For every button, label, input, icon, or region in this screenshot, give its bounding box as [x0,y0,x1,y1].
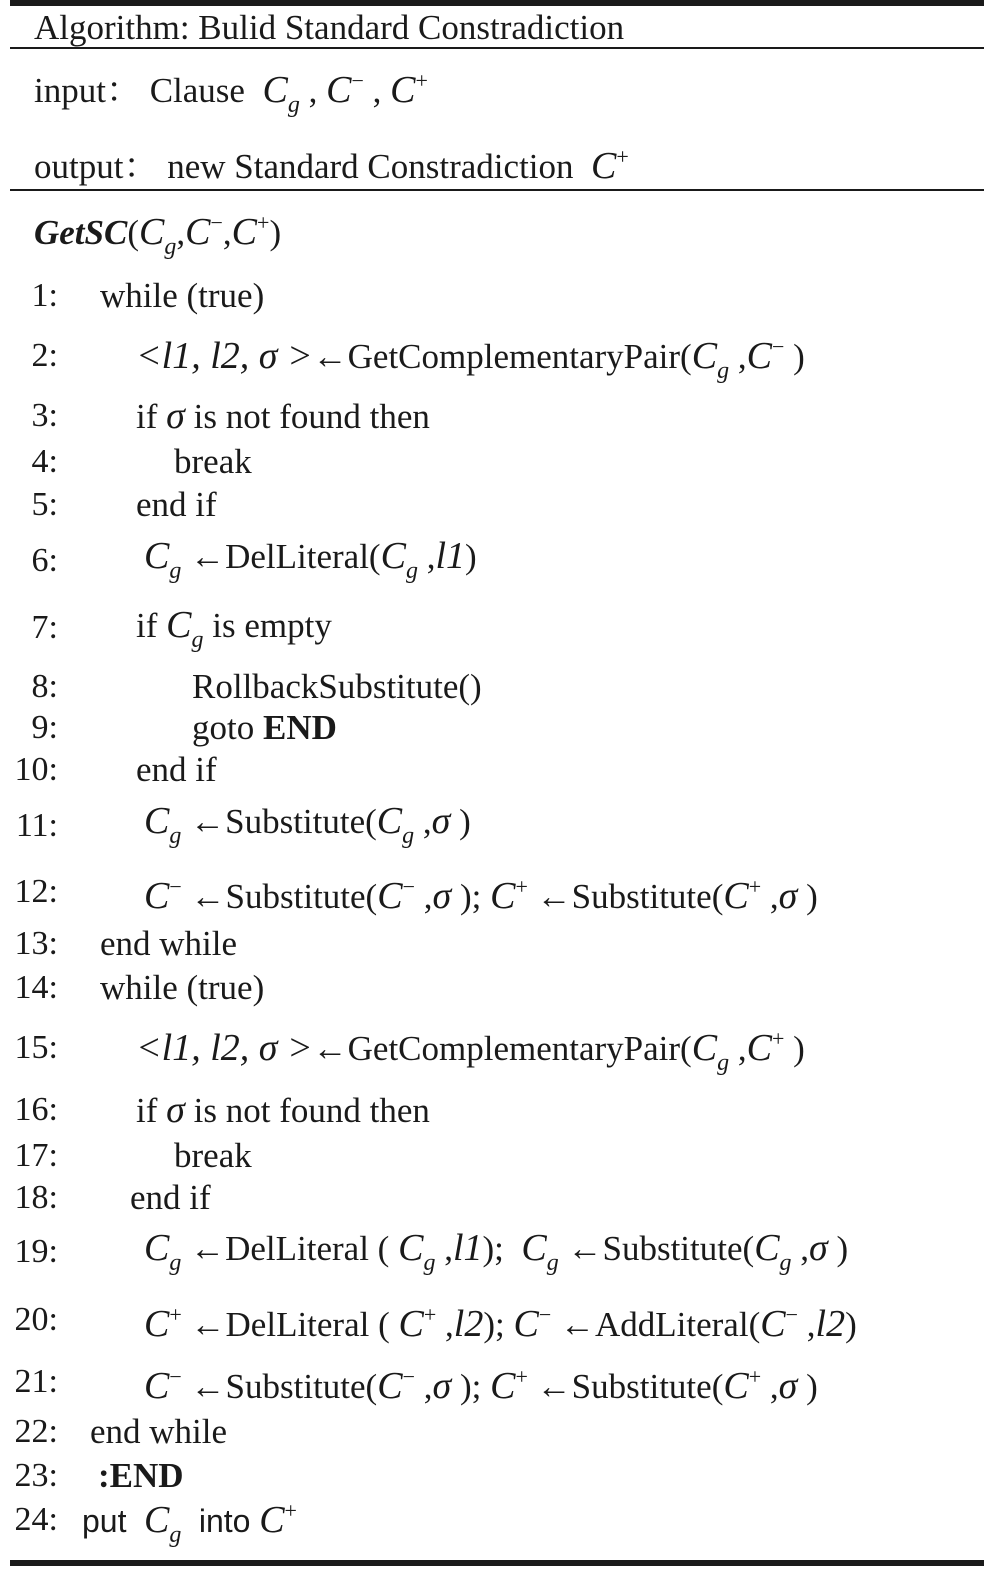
function-name: GetSC [34,213,128,252]
line-number: 4: [31,443,58,480]
line-number: 5: [31,486,58,523]
code-line-11: $C_g$ $\leftarrow Substitute(C_g$ ,σ ) [144,800,471,849]
line-number: 18: [14,1179,58,1216]
line-number: 8: [31,668,58,705]
line-number: 10: [14,751,58,788]
code-line-7: if $C_g$ is empty [136,604,332,653]
code-line-8: RollbackSubstitute() [192,667,482,706]
header-rule [10,47,984,49]
line-number: 11: [15,807,58,844]
line-number: 16: [14,1091,58,1128]
code-line-2: <l1, l2, $\sigma >\leftarrow GetComplementaryPair(C_g$ ,C− ) [136,334,805,384]
line-number: 23: [14,1457,58,1494]
line-number: 7: [31,609,58,646]
line-number: 15: [14,1029,58,1066]
function-signature: $GetSC(C_g,C^-,C^+)$ [34,210,282,260]
line-number: 24: [14,1501,58,1538]
output-line: output： new Standard Constradiction C+ [34,144,629,187]
code-line-13: end while [100,924,238,963]
line-number: 12: [14,873,58,910]
line-number: 3: [31,397,58,434]
bottom-rule [10,1560,984,1566]
code-line-22: end while [90,1412,228,1451]
code-line-6: $C_g$ $\leftarrow DelLiteral(C_g$ ,l1) [144,535,477,584]
code-line-20: C+ ←DelLiteral ( C+ ,l2); C− ←AddLiteral(C− ,l2) [144,1302,857,1345]
line-number: 1: [31,277,58,314]
line-number: 14: [14,969,58,1006]
code-line-19: $C_g$ ←DelLiteral ( $C_g$ ,l1); $C_g$ $\leftarrow Substitute(C_g$ ,σ ) [144,1227,849,1276]
code-line-24: put $C_g$ into C+ [82,1498,297,1548]
line-number: 9: [31,709,58,746]
input-label: input： [34,71,141,110]
code-line-14: while (true) [100,968,265,1007]
output-label: output： [34,147,159,186]
line-number: 19: [14,1233,58,1270]
code-line-21: C− ←Substitute(C− ,σ ); C+ ←Substitute(C+ ,σ ) [144,1364,818,1407]
code-line-9: goto END [192,708,337,747]
code-line-1: while (true) [100,276,265,315]
code-line-12: C− ←Substitute(C− ,σ ); C+ ←Substitute(C+ ,σ ) [144,874,818,917]
code-line-10: end if [136,750,217,789]
line-number: 6: [31,542,58,579]
line-number: 21: [14,1363,58,1400]
output-text: new Standard Constradiction [167,147,574,186]
io-rule [10,189,984,191]
line-number: 17: [14,1137,58,1174]
code-line-15: <l1, l2, $\sigma >\leftarrow GetComplementaryPair(C_g$ ,C+ ) [136,1026,805,1076]
algorithm-title: Algorithm: Bulid Standard Constradiction [34,8,625,47]
code-line-16: if σ is not found then [136,1089,430,1131]
input-text: Clause [149,71,245,110]
code-line-3: if σ is not found then [136,395,430,437]
code-line-23: :END [98,1456,184,1495]
code-line-5: end if [136,485,217,524]
code-line-17: break [174,1136,252,1175]
code-line-4: break [174,442,252,481]
line-number: 22: [14,1413,58,1450]
top-rule [10,0,984,6]
input-line: input： Clause $C_g$ , C− , C+ [34,68,428,118]
line-number: 2: [31,337,58,374]
line-number: 13: [14,925,58,962]
line-number: 20: [14,1301,58,1338]
code-line-18: end if [130,1178,211,1217]
